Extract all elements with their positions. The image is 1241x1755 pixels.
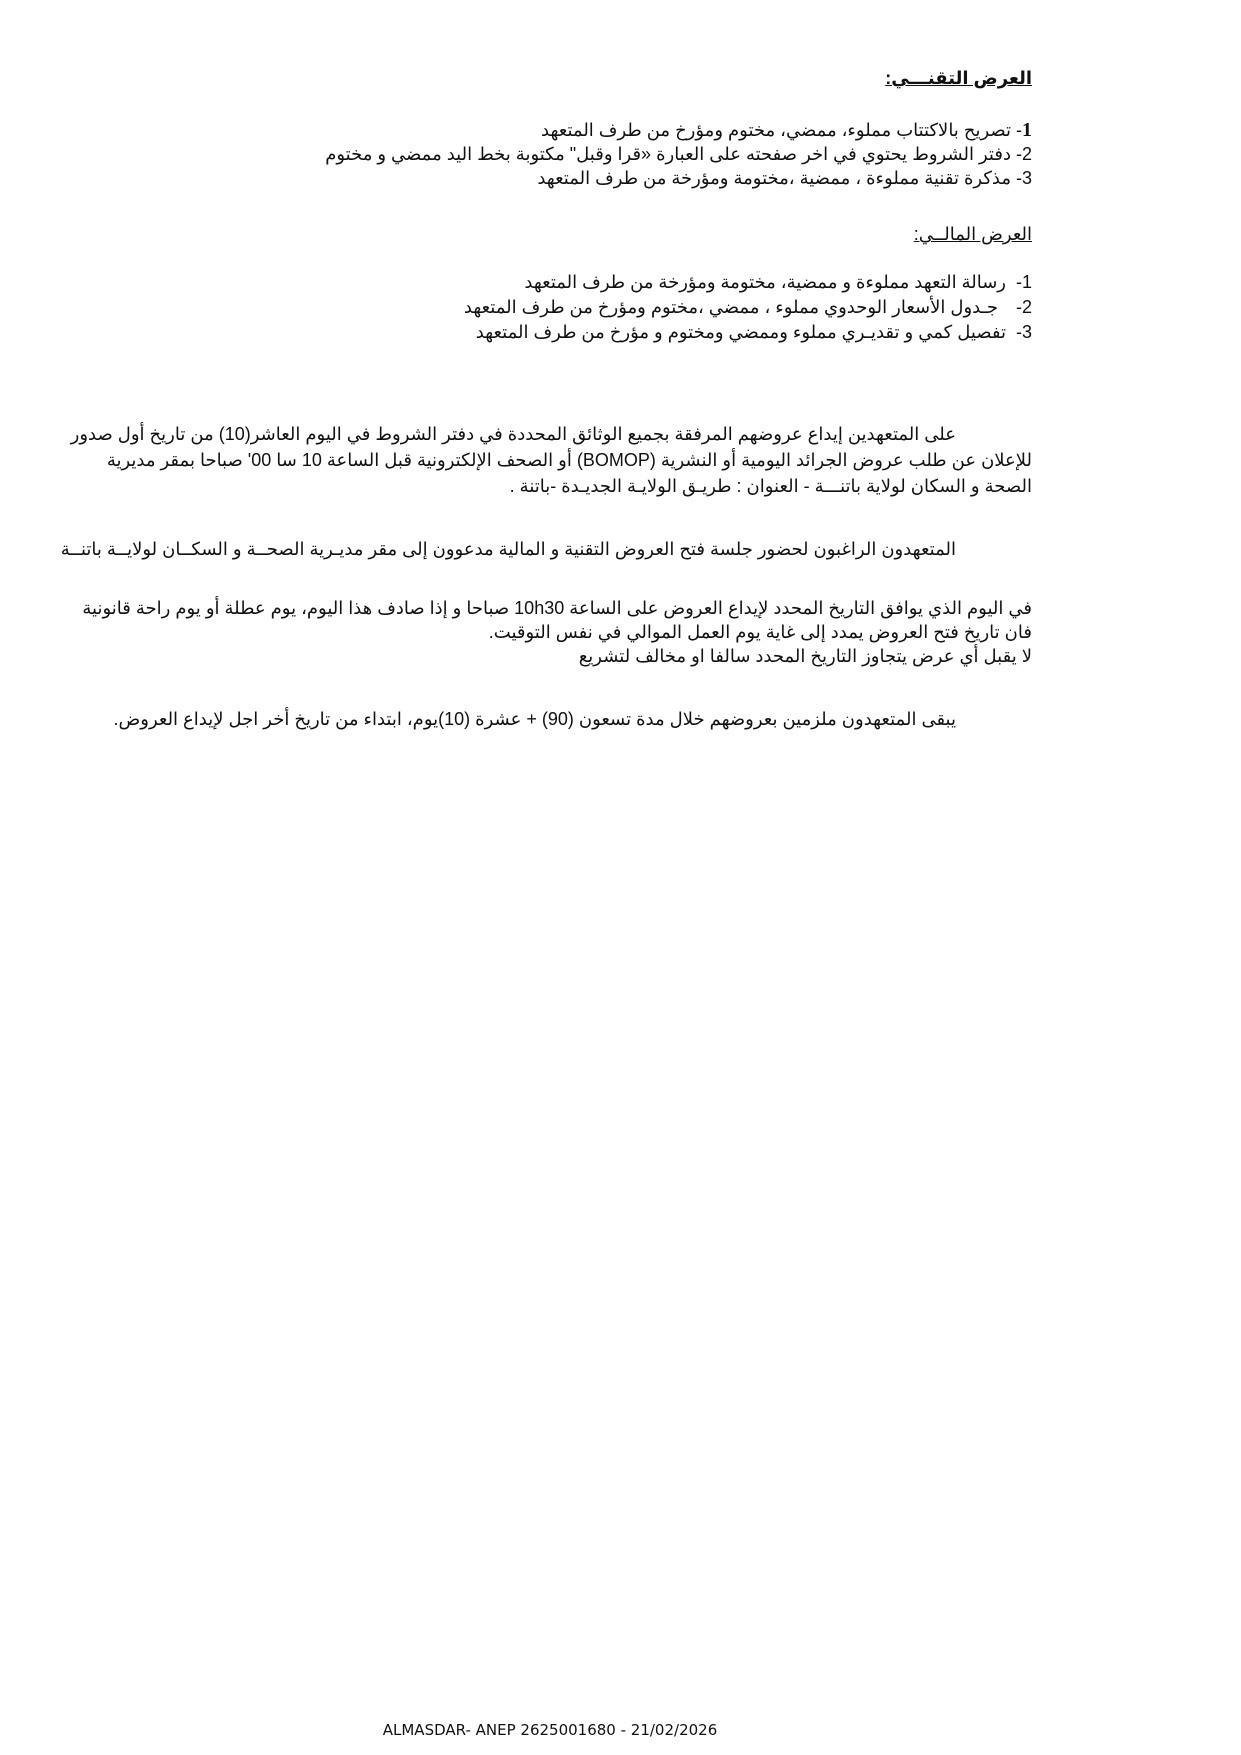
- technical-offer-item-3: [537, 166, 1032, 190]
- technical-offer-item-1: [541, 118, 1032, 142]
- item-number: 2-: [1015, 297, 1032, 317]
- item-number: 1-: [1015, 272, 1032, 292]
- technical-offer-heading: العرض التقنـــي:: [885, 68, 1032, 88]
- item-number: 3-: [1015, 322, 1032, 342]
- financial-offer-item-3: [476, 320, 1032, 344]
- item-text: - دفتر الشروط يحتوي في اخر صفحته على العبارة «قرا وقبل" مكتوبة بخط اليد ممضي و مختوم: [325, 144, 1022, 164]
- footer-reference: ALMASDAR- ANEP 2625001680 - 21/02/2026: [382, 1721, 718, 1739]
- opening-paragraph-line-3: لا يقبل أي عرض يتجاوز التاريخ المحدد سالفا او مخالف لتشريع: [578, 646, 1032, 666]
- financial-offer-item-2: [464, 295, 1032, 319]
- item-number: 2: [1021, 144, 1032, 164]
- opening-session-invitation: المتعهدون الراغبون لحضور جلسة فتح العروض التقنية و المالية مدعوون إلى مقر مديـرية الصحــة و السكــان لولايــة باتنــة: [60, 539, 956, 559]
- opening-paragraph-line-1: في اليوم الذي يوافق التاريخ المحدد لإيداع العروض على الساعة 10h30 صباحا و إذا صادف هذا اليوم، يوم عطلة أو يوم راحة قانونية: [82, 598, 1032, 618]
- opening-paragraph-line-2: فان تاريخ فتح العروض يمدد إلى غاية يوم العمل الموالي في نفس التوقيت.: [488, 622, 1032, 642]
- deposit-paragraph-line-1: على المتعهدين إيداع عروضهم المرفقة بجميع الوثائق المحددة في دفتر الشروط في اليوم العاشر(10) من تاريخ أول صدور: [70, 424, 956, 444]
- item-text: - تصريح بالاكتتاب مملوء، ممضي، مختوم ومؤرخ من طرف المتعهد: [541, 120, 1022, 140]
- validity-paragraph: يبقى المتعهدون ملزمين بعروضهم خلال مدة تسعون (90) + عشرة (10)يوم، ابتداء من تاريخ أخر اجل لإيداع العروض.: [113, 709, 956, 729]
- deposit-paragraph-line-3: الصحة و السكان لولاية باتنـــة - العنوان : طريـق الولايـة الجديـدة -باتنة .: [509, 476, 1032, 496]
- item-text: رسالة التعهد مملوءة و ممضية، مختومة ومؤرخة من طرف المتعهد: [524, 272, 1006, 292]
- technical-offer-item-2: [325, 142, 1032, 166]
- item-text: تفصيل كمي و تقديـري مملوء وممضي ومختوم و مؤرخ من طرف المتعهد: [475, 322, 1006, 342]
- item-text: جـدول الأسعار الوحدوي مملوء ، ممضي ،مختوم ومؤرخ من طرف المتعهد: [463, 297, 998, 317]
- item-number: 3: [1021, 168, 1032, 188]
- financial-offer-item-1: [524, 270, 1032, 294]
- financial-offer-heading: العرض المالــي:: [913, 224, 1032, 244]
- deposit-paragraph-line-2: للإعلان عن طلب عروض الجرائد اليومية أو النشرية (BOMOP) أو الصحف الإلكترونية قبل الساعة 10 سا 00' صباحا بمقر مديرية: [106, 450, 1032, 470]
- item-number: 1: [1022, 119, 1032, 141]
- item-text: - مذكرة تقنية مملوءة ، ممضية ،مختومة ومؤرخة من طرف المتعهد: [537, 168, 1022, 188]
